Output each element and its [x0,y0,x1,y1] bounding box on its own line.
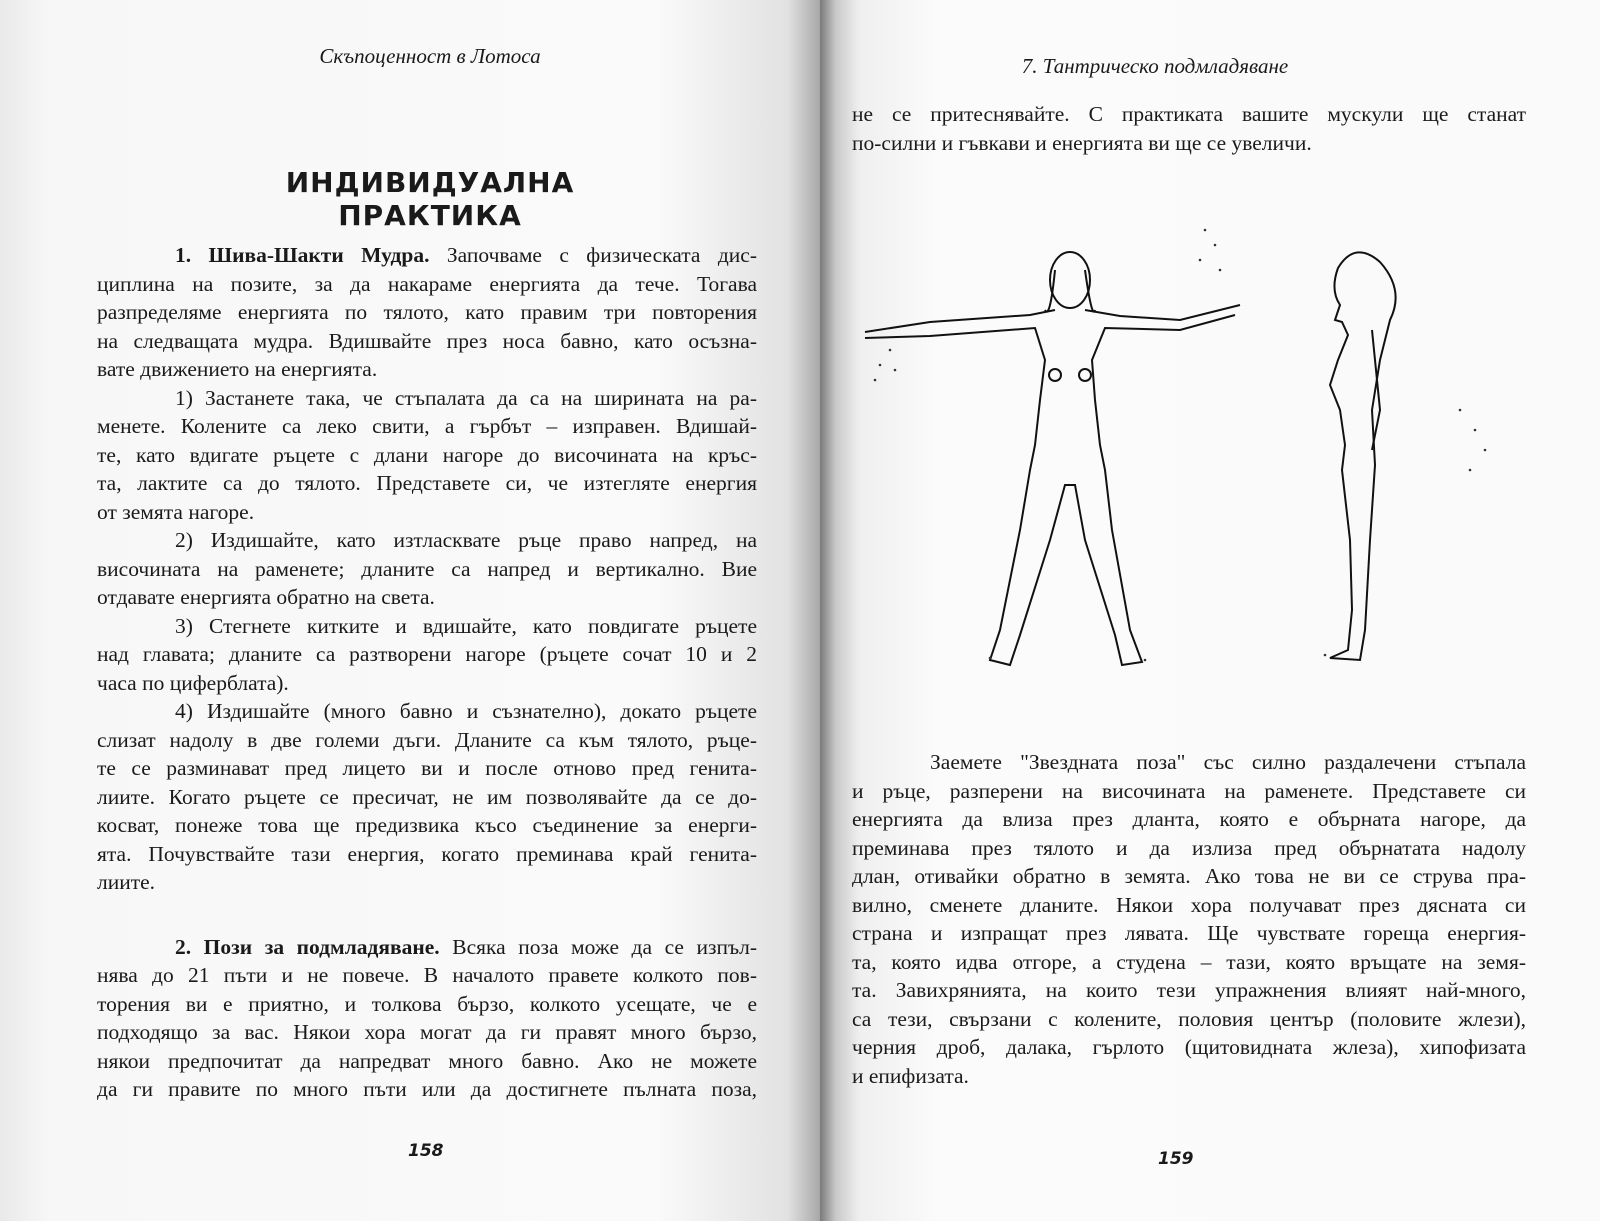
text-line: над главата; дланите са разтворени нагоре (ръцете сочат 10 и 2 [97,642,757,666]
text-line: 3) Стегнете китките и вдишайте, като повдигате ръцете [175,613,757,638]
paragraph-gap [97,897,757,933]
text-line: енергията да влиза през дланта, която е обърната нагоре, да [852,807,1526,831]
text-line: да ги правите по много пъти или да достигнете пълната поза, [97,1077,757,1101]
text-line: косват, понеже това ще предизвика късо съединение за енерги- [97,813,757,837]
text-line [97,933,757,962]
text-line: торения ви е приятно, и толкова бързо, колкото усещате, че е [97,991,757,1016]
star-pose-illustration [860,210,1550,690]
text-line: часа по циферблата). [97,670,289,695]
text-line: отдавате енергията обратно на света. [97,585,435,609]
section-heading: 1. Шива-Шакти Мудра. [175,243,430,267]
right-top-text [852,100,1526,157]
text-line: са тези, свързани с колените, половия център (половите жлези), [852,1006,1526,1031]
right-page [820,0,1600,1221]
section-heading: 2. Пози за подмладяване. [175,934,440,959]
left-body-text [97,241,757,1104]
page-title: ИНДИВИДУАЛНА ПРАКТИКА [285,166,575,232]
text-line [97,241,757,270]
text-line: слизат надолу в две големи дъги. Дланите са към тялото, ръце- [97,727,757,752]
text-line: вате движението на енергията. [97,357,378,381]
right-body-text [852,748,1526,1090]
text-line: те се разминават пред лицето ви и после отново пред генита- [97,756,757,780]
text-line: нява до 21 пъти и не повече. В началото правете колкото пов- [97,963,757,987]
text-line: лиите. Когато ръцете се пресичат, не им позволявайте да се до- [97,784,757,809]
text-line: не се притеснявайте. С практиката вашите мускули ще станат [852,102,1526,126]
text-line: на следващата мудра. Вдишвайте през носа бавно, като осъзна- [97,328,757,353]
front-figure-head [1050,252,1090,308]
text-line: Заемете "Звездната поза" със силно раздалечени стъпала [930,750,1526,774]
text-line: ята. Почувствайте тази енергия, когато преминава край генита- [97,841,757,866]
running-head: Скъпоценност в Лотоса [319,44,541,68]
page-number: 159 [1158,1149,1194,1169]
text-line: страна и изпращат през лявата. Ще чувствате гореща енергия- [852,921,1526,945]
running-head: 7. Тантрическо подмладяване [1021,54,1289,78]
text-line: някои предпочитат да напредват много бавно. Ако не можете [97,1048,757,1073]
text-span: Всяка поза може да се изпъл- [439,934,757,959]
text-line: черния дроб, далака, гърлото (щитовидната жлеза), хипофизата [852,1035,1526,1059]
text-line: разпределяме енергията по тялото, като правим три повторения [97,300,757,324]
text-line: и ръце, разперени на височината на раменете. Представете си [852,778,1526,803]
text-line: та, която идва отгоре, а студена – тази, която връщате на земя- [852,949,1526,974]
text-line: лиите. [97,870,156,894]
text-line: 1) Застанете така, че стъпалата да са на ширината на ра- [175,385,757,410]
text-line: и епифизата. [852,1063,969,1088]
text-line: 4) Издишайте (много бавно и съзнателно), докато ръцете [175,699,757,723]
text-line: те, като вдигате ръцете с длани нагоре до височината на кръс- [97,442,757,467]
text-line: менете. Колените са леко свити, а гърбът – изправен. Вдишай- [97,414,757,438]
text-line: та. Завихрянията, на които тези упражнения влияят най-много, [852,978,1526,1002]
text-line: длан, отивайки обратно в земята. Ако това не ви се струва пра- [852,864,1526,888]
text-line: по-силни и гъвкави и енергията ви ще се увеличи. [852,130,1312,155]
text-line: преминава през тялото и да излиза пред обърнатата надолу [852,835,1526,860]
page-number: 158 [408,1141,444,1161]
text-line: от земята нагоре. [97,499,255,524]
text-line: височината на раменете; дланите са напред и вертикално. Вие [97,556,757,581]
text-line: подходящо за вас. Някои хора могат да ги правят много бързо, [97,1020,757,1044]
text-span: Започваме с физическата дис- [429,243,758,267]
text-line: вилно, сменете дланите. Някои хора получават през дясната си [852,892,1526,917]
text-line: 2) Издишайте, като изтласквате ръце право напред, на [175,528,757,552]
text-line: циплина на позите, за да накараме енергията да тече. Тогава [97,271,757,296]
text-line: та, лактите са до тялото. Представете си, че изтегляте енергия [97,471,757,495]
